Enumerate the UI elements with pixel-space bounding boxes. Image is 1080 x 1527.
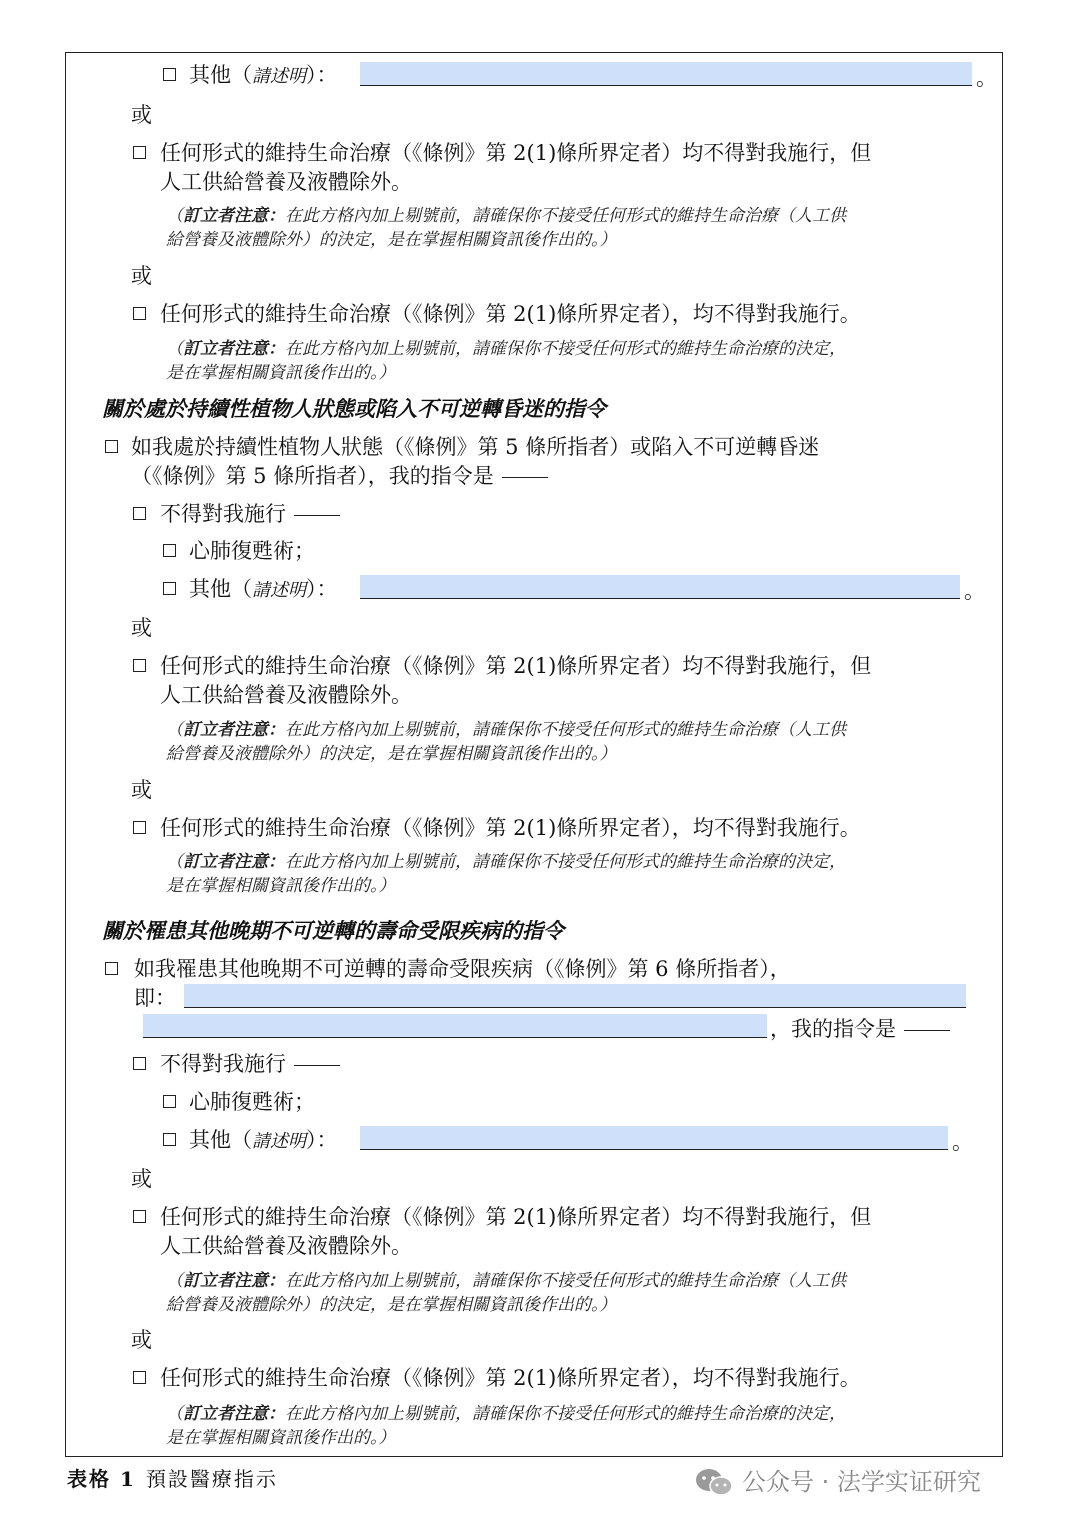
option-partial-line2: 人工供給營養及液體除外。 [160, 170, 412, 194]
checkbox-all-1[interactable] [133, 307, 146, 320]
note-all-line1: （訂立者注意：在此方格內加上剔號前，請確保你不接受任何形式的維持生命治療的決定， [166, 1404, 846, 1424]
vegetative-line2: （《條例》第 5 條所指者），我的指令是 [131, 462, 548, 490]
or-text: 或 [131, 264, 152, 288]
option-all: 任何形式的維持生命治療（《條例》第 2(1)條所界定者），均不得對我施行。 [160, 1366, 861, 1390]
checkbox-other-3[interactable] [163, 1133, 176, 1146]
or-text: 或 [131, 616, 152, 640]
note-partial-line1: （訂立者注意：在此方格內加上剔號前，請確保你不接受任何形式的維持生命治療（人工供 [166, 206, 846, 226]
option-all: 任何形式的維持生命治療（《條例》第 2(1)條所界定者），均不得對我施行。 [160, 302, 861, 326]
dash [904, 1030, 950, 1031]
option-partial-line1: 任何形式的維持生命治療（《條例》第 2(1)條所界定者）均不得對我施行，但 [160, 141, 872, 165]
period: 。 [952, 1130, 973, 1154]
other-input-2[interactable] [360, 575, 960, 599]
illness-input-line2[interactable] [143, 1014, 767, 1038]
terminal-line2: 即： [134, 986, 176, 1010]
terminal-line3: ，我的指令是 [770, 1015, 950, 1043]
vegetative-line1: 如我處於持續性植物人狀態（《條例》第 5 條所指者）或陷入不可逆轉昏迷 [131, 435, 820, 459]
other-label-2: 其他（請述明）： [189, 577, 338, 601]
watermark-text: 公众号 · 法学实证研究 [742, 1468, 981, 1496]
checkbox-all-3[interactable] [133, 1371, 146, 1384]
other-input-1[interactable] [360, 62, 972, 86]
other-input-3[interactable] [360, 1126, 948, 1150]
option-all: 任何形式的維持生命治療（《條例》第 2(1)條所界定者），均不得對我施行。 [160, 816, 861, 840]
checkbox-partial-1[interactable] [133, 146, 146, 159]
checkbox-cpr-1[interactable] [163, 544, 176, 557]
not-apply-2: 不得對我施行 [160, 1050, 340, 1078]
note-all-line2: 是在掌握相關資訊後作出的。） [166, 876, 396, 896]
checkbox-not-apply-2[interactable] [133, 1057, 146, 1070]
wechat-icon [694, 1467, 734, 1499]
option-partial-line2: 人工供給營養及液體除外。 [160, 1234, 412, 1258]
checkbox-other-2[interactable] [163, 582, 176, 595]
checkbox-vegetative[interactable] [105, 440, 118, 453]
or-text: 或 [131, 1167, 152, 1191]
other-label-1: 其他（請述明）： [189, 63, 338, 87]
cpr-label-1: 心肺復甦術； [189, 539, 315, 563]
note-partial-line1: （訂立者注意：在此方格內加上剔號前，請確保你不接受任何形式的維持生命治療（人工供 [166, 1271, 846, 1291]
note-all-line2: 是在掌握相關資訊後作出的。） [166, 363, 396, 383]
note-partial-line1: （訂立者注意：在此方格內加上剔號前，請確保你不接受任何形式的維持生命治療（人工供 [166, 720, 846, 740]
checkbox-other-1[interactable] [163, 68, 176, 81]
period: 。 [976, 66, 997, 90]
illness-input-line1[interactable] [184, 984, 966, 1008]
checkbox-cpr-2[interactable] [163, 1095, 176, 1108]
cpr-label-2: 心肺復甦術； [189, 1090, 315, 1114]
note-partial-line2: 給營養及液體除外）的決定，是在掌握相關資訊後作出的。） [166, 230, 617, 250]
terminal-line1: 如我罹患其他晚期不可逆轉的壽命受限疾病（《條例》第 6 條所指者）， [134, 957, 791, 981]
checkbox-not-apply-1[interactable] [133, 507, 146, 520]
note-partial-line2: 給營養及液體除外）的決定，是在掌握相關資訊後作出的。） [166, 744, 617, 764]
dash [294, 1065, 340, 1066]
note-all-line1: （訂立者注意：在此方格內加上剔號前，請確保你不接受任何形式的維持生命治療的決定， [166, 339, 846, 359]
checkbox-terminal[interactable] [105, 962, 118, 975]
note-partial-line2: 給營養及液體除外）的決定，是在掌握相關資訊後作出的。） [166, 1295, 617, 1315]
or-text: 或 [131, 778, 152, 802]
not-apply-1: 不得對我施行 [160, 500, 340, 528]
checkbox-partial-2[interactable] [133, 659, 146, 672]
note-all-line1: （訂立者注意：在此方格內加上剔號前，請確保你不接受任何形式的維持生命治療的決定， [166, 852, 846, 872]
or-text: 或 [131, 1328, 152, 1352]
period: 。 [964, 579, 985, 603]
dash [502, 477, 548, 478]
other-label-3: 其他（請述明）： [189, 1128, 338, 1152]
heading-terminal: 關於罹患其他晚期不可逆轉的壽命受限疾病的指令 [102, 918, 564, 943]
note-all-line2: 是在掌握相關資訊後作出的。） [166, 1428, 396, 1448]
option-partial-line1: 任何形式的維持生命治療（《條例》第 2(1)條所界定者）均不得對我施行，但 [160, 1205, 872, 1229]
option-partial-line2: 人工供給營養及液體除外。 [160, 683, 412, 707]
checkbox-partial-3[interactable] [133, 1210, 146, 1223]
dash [294, 515, 340, 516]
checkbox-all-2[interactable] [133, 821, 146, 834]
or-text: 或 [131, 103, 152, 127]
footer-form-label: 表格 1 預設醫療指示 [67, 1467, 278, 1491]
option-partial-line1: 任何形式的維持生命治療（《條例》第 2(1)條所界定者）均不得對我施行，但 [160, 654, 872, 678]
heading-vegetative: 關於處於持續性植物人狀態或陷入不可逆轉昏迷的指令 [102, 396, 606, 421]
